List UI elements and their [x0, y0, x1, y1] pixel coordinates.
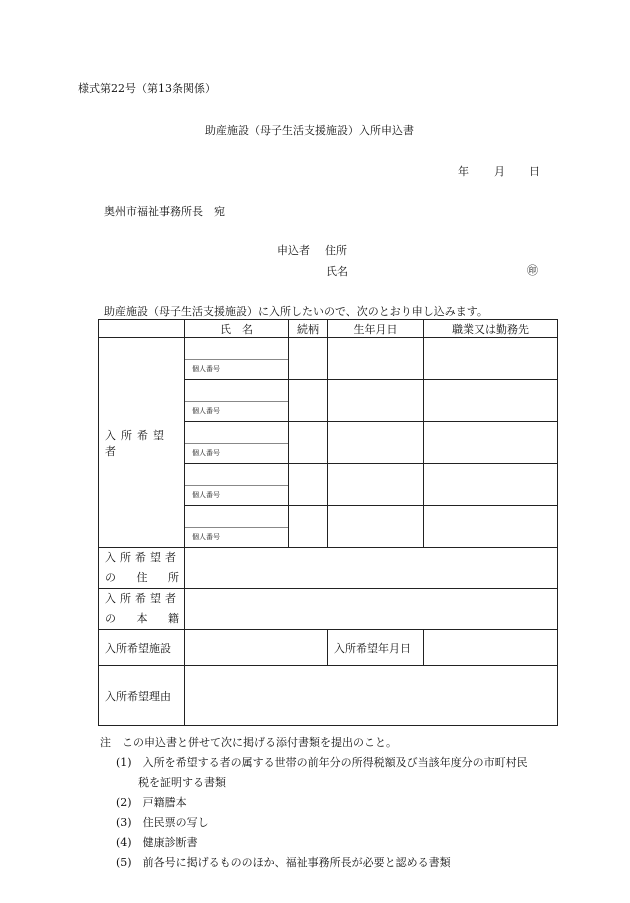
notes-head: 注 この申込書と併せて次に掲げる添付書類を提出のこと。 — [100, 736, 397, 749]
address-label-no: の — [105, 571, 116, 584]
applicant-address-label: 住所 — [325, 244, 347, 257]
column-header-occupation: 職業又は勤務先 — [424, 320, 558, 338]
relation-cell[interactable] — [289, 464, 328, 506]
address-row — [99, 548, 558, 589]
birthdate-cell[interactable] — [328, 338, 424, 380]
column-header-birthdate: 生年月日 — [328, 320, 424, 338]
applicants-label: 入所希望者 — [99, 338, 185, 548]
name-cell[interactable] — [185, 506, 289, 548]
name-cell[interactable] — [185, 380, 289, 422]
address-label-line1: 入所希望者 — [105, 551, 180, 564]
seal-mark: ㊞ — [527, 264, 538, 277]
reason-row — [99, 666, 558, 726]
applicant-name-label: 氏名 — [326, 265, 348, 278]
facility-label: 入所希望施設 — [99, 630, 185, 666]
application-table — [98, 319, 558, 726]
note-item-1 — [100, 753, 570, 793]
occupation-cell[interactable] — [424, 338, 558, 380]
birthdate-cell[interactable] — [328, 506, 424, 548]
birthdate-cell[interactable] — [328, 380, 424, 422]
table-header-row — [99, 320, 558, 338]
domicile-label-hon: 本 — [136, 612, 148, 625]
column-header-name: 氏 名 — [185, 320, 289, 338]
intro-text: 助産施設（母子生活支援施設）に入所したいので、次のとおり申し込みます。 — [104, 305, 488, 318]
name-cell[interactable] — [185, 464, 289, 506]
notes-section — [100, 733, 570, 873]
address-label-ju: 住 — [136, 571, 148, 584]
occupation-cell[interactable] — [424, 422, 558, 464]
occupation-cell[interactable] — [424, 464, 558, 506]
header-empty-cell — [99, 320, 185, 338]
date-year-label: 年 — [458, 165, 469, 178]
domicile-label-seki: 籍 — [168, 612, 179, 625]
note-item-5: (5) 前各号に掲げるもののほか、福祉事務所長が必要と認める書類 — [116, 856, 451, 869]
form-code: 様式第22号（第13条関係） — [78, 82, 216, 95]
date-month-label: 月 — [494, 165, 505, 178]
name-cell[interactable] — [185, 338, 289, 380]
personal-number-label: 個人番号 — [192, 491, 220, 499]
domicile-label-line1: 入所希望者 — [105, 592, 180, 605]
birthdate-cell[interactable] — [328, 422, 424, 464]
relation-cell[interactable] — [289, 380, 328, 422]
note-item-3: (3) 住民票の写し — [116, 816, 209, 829]
relation-cell[interactable] — [289, 338, 328, 380]
note-item-1-cont: 税を証明する書類 — [138, 776, 226, 789]
reason-label: 入所希望理由 — [99, 666, 185, 726]
domicile-field[interactable] — [185, 589, 558, 630]
occupation-cell[interactable] — [424, 380, 558, 422]
desired-date-field[interactable] — [424, 630, 558, 666]
personal-number-label: 個人番号 — [192, 407, 220, 415]
name-cell[interactable] — [185, 422, 289, 464]
note-item-1-text: (1) 入所を希望する者の属する世帯の前年分の所得税額及び当該年度分の市町村民 — [116, 756, 528, 769]
address-label-sho: 所 — [168, 571, 179, 584]
address-field[interactable] — [185, 548, 558, 589]
table-row — [99, 338, 558, 380]
reason-field[interactable] — [185, 666, 558, 726]
column-header-relation: 続柄 — [289, 320, 328, 338]
birthdate-cell[interactable] — [328, 464, 424, 506]
document-title: 助産施設（母子生活支援施設）入所申込書 — [205, 124, 414, 137]
date-day-label: 日 — [529, 165, 540, 178]
personal-number-label: 個人番号 — [192, 449, 220, 457]
personal-number-label: 個人番号 — [192, 533, 220, 541]
applicant-label: 申込者 — [277, 244, 310, 257]
address-label — [99, 548, 185, 589]
personal-number-label: 個人番号 — [192, 365, 220, 373]
relation-cell[interactable] — [289, 422, 328, 464]
facility-row — [99, 630, 558, 666]
occupation-cell[interactable] — [424, 506, 558, 548]
relation-cell[interactable] — [289, 506, 328, 548]
domicile-row — [99, 589, 558, 630]
addressee: 奥州市福祉事務所長 宛 — [104, 205, 225, 218]
note-item-4: (4) 健康診断書 — [116, 836, 198, 849]
domicile-label-no: の — [105, 612, 116, 625]
facility-field[interactable] — [185, 630, 328, 666]
domicile-label — [99, 589, 185, 630]
desired-date-label: 入所希望年月日 — [328, 630, 424, 666]
note-item-2: (2) 戸籍謄本 — [116, 796, 187, 809]
